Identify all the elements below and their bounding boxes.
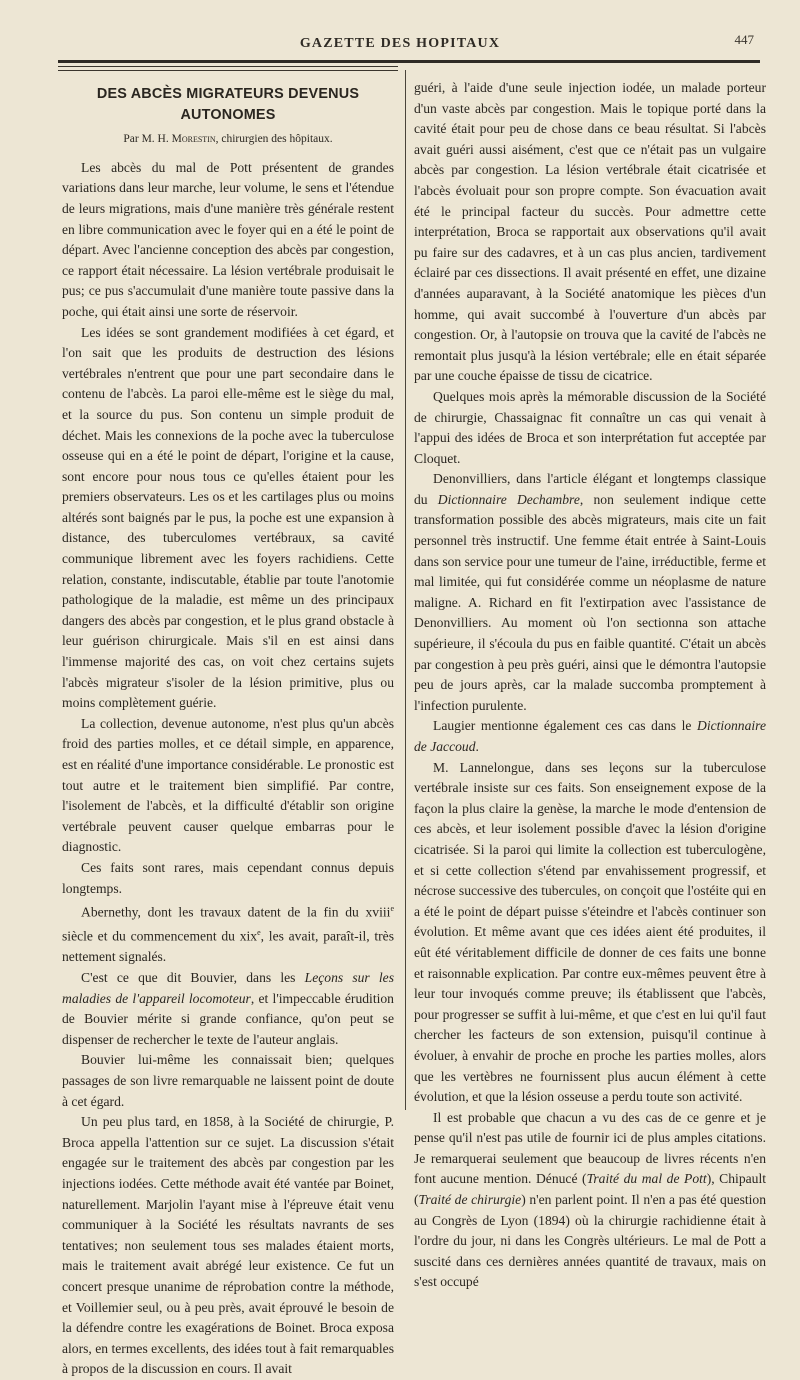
article-rule-top bbox=[58, 66, 398, 67]
right-column-body bbox=[414, 78, 766, 1293]
left-column bbox=[62, 84, 394, 1380]
author-name: Morestin bbox=[171, 133, 216, 146]
right-column bbox=[414, 78, 766, 1293]
italic-citation: Dictionnaire Dechambre bbox=[437, 491, 580, 507]
article-title: DES ABCÈS MIGRATEURS DEVENUS AUTONOMES bbox=[96, 86, 360, 123]
column-divider bbox=[405, 70, 406, 1110]
italic-citation: Leçons sur les maladies de l'appareil locomoteur bbox=[62, 970, 394, 1006]
paragraph: La collection, devenue autonome, n'est plus qu'un abcès froid des parties molles, et ce détail simple, en apparence, est en réalité d'une importance considérable. Le pronostic est tout autre et le traitement bien simplifié. Par contre, l'isolement de l'abcès, et la difficulté d'établir son origine vertébrale peuvent causer quelque embarras pour le diagnostic. bbox=[62, 715, 394, 855]
left-column-body bbox=[62, 158, 394, 1380]
page-number: 447 bbox=[734, 32, 754, 47]
paragraph: Ces faits sont rares, mais cependant connus depuis longtemps. bbox=[62, 859, 394, 896]
article-byline bbox=[62, 129, 394, 150]
paragraph: Les idées se sont grandement modifiées à cet égard, et l'on sait que les produits de destruction des lésions vertébrales n'entrent que pour une part secondaire dans le contenu de l'abcès. La paroi elle-même est le siège du mal, et la source du pus. Son contenu un simple produit de déchet. Mais les connexions de la poche avec la tuberculose osseuse qui en a été le point de départ, l'origine et la cause, sont encore pour nous tous ce qu'elles étaient pour les premiers observateurs. Les os et les cartilages plus ou moins altérés sont baignés par le pus, la poche est une expansion à distance, des tuberculomes vertébraux, sa cavité communique librement avec les foyers rachidiens. Cette relation, constante, indiscutable, établie par toute l'anotomie pathologique de la maladie, est même un des principaux dangers des abcès par congestion, et le plus grand obstacle à leur guérison chirurgicale. Mais s'il en est ainsi dans l'immense majorité des cas, on voit chez certains sujets l'abcès migrateur s'isoler de la lésion primitive, plus ou moins complètement guérie. bbox=[62, 324, 394, 711]
paragraph: Bouvier lui-même les connaissait bien; quelques passages de son livre remarquable ne laissent point de doute à cet égard. bbox=[62, 1052, 394, 1109]
superscript: e bbox=[257, 928, 261, 938]
paragraph: guéri, à l'aide d'une seule injection iodée, un malade porteur d'un vaste abcès par congestion. Mais le topique porté dans la cavité était pour peu de chose dans ce beau résultat. Si l'abcès avait guéri aussi aisément, c'est que ce n'était pas un vulgaire abcès par congestion. La lésion vertébrale était cicatrisée et l'abcès évoluait pour son propre compte. Son évacuation avait été le principal facteur du succès. Pour admettre cette interprétation, Broca se rapportait aux observations qu'il avait pu faire sur des cadavres, et à un cas plus ancien, tardivement éclairé par ces dissections. Il avait présenté en effet, une dizaine d'années auparavant, à la Société anatomique les pièces d'un homme, qui avait succombé à l'ouverture d'un abcès par congestion. Or, à l'autopsie on trouva que la cavité de l'abcès ne remontait plus jusqu'à la lésion vertébrale; elle en était séparée par une couche épaisse de tissu de cicatrice. bbox=[414, 80, 766, 384]
journal-title: GAZETTE DES HOPITAUX bbox=[299, 36, 501, 51]
italic-citation: Traité de chirurgie bbox=[418, 1192, 522, 1208]
article-rule-bottom bbox=[58, 70, 398, 71]
paragraph: Les abcès du mal de Pott présentent de grandes variations dans leur marche, leur volume, le sens et l'étendue de leurs migrations, mais d'une manière très générale restent en libre communication avec le foyer qui en a été le point de départ. Avec l'ancienne conception des abcès par congestion, ce rapport était nécessaire. La lésion vertébrale produisait le pus; ce pus s'accumulait d'une manière toute passive dans la poche, qui était ainsi une sorte de réservoir. bbox=[62, 159, 394, 319]
paragraph: C'est ce que dit Bouvier, dans les Leçons sur les maladies de l'appareil locomoteur, et l'impeccable érudition de Bouvier mérite si grande confiance, qu'on peut se dispenser de rechercher le texte de l'auteur anglais. bbox=[62, 970, 394, 1047]
paragraph: Quelques mois après la mémorable discussion de la Société de chirurgie, Chassaignac fit connaître un cas qui venait à l'appui des idées de Broca et son interprétation fut acceptée par Cloquet. bbox=[414, 388, 766, 466]
italic-citation: Dictionnaire de Jaccoud bbox=[414, 718, 766, 754]
header-rule bbox=[58, 60, 760, 63]
paragraph: Denonvilliers, dans l'article élégant et longtemps classique du Dictionnaire Dechambre, non seulement indique cette transformation possible des abcès migrateurs, mais cite un fait personnel très instructif. Une femme était entrée à Saint-Louis dans son service pour une tumeur de l'aine, irréductible, ferme et mal limitée, qui fut considérée comme un néoplasme de nature maligne. A. Richard en fit l'extirpation avec l'assistance de Denonvilliers. Au moment où l'on sectionna son attache supérieure, il s'écoula du pus en faible quantité. C'était un abcès par congestion à peu près guéri, ainsi que le démontra l'autopsie peu de jours après, car la malade succomba promptement à l'infection purulente. bbox=[414, 471, 766, 713]
paragraph: Laugier mentionne également ces cas dans le Dictionnaire de Jaccoud. bbox=[414, 718, 766, 754]
paragraph: Abernethy, dont les travaux datent de la fin du xviii$^e$ siècle et du commencement du xix$^e$, les avait, paraît-il, très nettement signalés. bbox=[62, 904, 394, 965]
running-head bbox=[0, 32, 800, 56]
byline-suffix: , chirurgien des hôpitaux. bbox=[215, 133, 333, 146]
italic-citation: Traité du mal de Pott bbox=[586, 1171, 707, 1187]
paragraph: M. Lannelongue, dans ses leçons sur la tuberculose vertébrale insiste sur ces faits. Son enseignement expose de la façon la plus claire la genèse, la marche le mode d'entension de ces abcès, et leur isolement possible d'avec la lésion d'origine cicatrisée. Si la paroi qui limite la collection est tuberculogène, et si cette collection s'étend par envahissement progressif, et nécrose successive des tubercules, on conçoit que l'ostéite qui en a été le point de départ puisse s'éteindre et l'abcès continuer son évolution. Et même avant que ces idées aient été produites, il eût été véritablement difficile de donner de ces faits une bonne et raisonnable explication. Par contre eux-mêmes peuvent être à leur tour invoqués comme preuve; ils établissent que l'abcès, pour progresser se suffit à lui-même, et que c'est en lui qu'il faut chercher les facteurs de son extension, puisqu'il continue à évoluer, à envahir de proche en proche les parties molles, alors que les vertèbres ne fournissent plus aucun élément à cette évolution, et que la lésion osseuse a perdu toute son activité. bbox=[414, 759, 766, 1105]
paragraph: Il est probable que chacun a vu des cas de ce genre et je pense qu'il n'est pas utile de fournir ici de plus amples citations. Je remarquerai seulement que beaucoup de livres récents n'en font aucune mention. Dénucé (Traité du mal de Pott), Chipault (Traité de chirurgie) n'en parlent point. Il n'en a pas été question au Congrès de Lyon (1894) où la chirurgie rachidienne était à l'ordre du jour, ni dans les Congrès ultérieurs. Le mal de Pott a suscité dans ces dernières années quantité de travaux, mais on s'est occupé bbox=[414, 1109, 767, 1290]
paragraph: Un peu plus tard, en 1858, à la Société de chirurgie, P. Broca appella l'attention sur ce sujet. La discussion s'était engagée sur le traitement des abcès par congestion par les injections iodées. Cette méthode avait été vantée par Boinet, naturellement. Marjolin l'ayant mise à l'épreuve était venu communiquer à la Société les résultats navrants de ses tentatives; non seulement tous ses malades étaient morts, mais le traitement avait abrégé leur existence. Ce fut un concert presque unanime de réprobation contre la méthode, et Voillemier seul, ou à peu près, avait éprouvé le besoin de la défendre contre les exagérations de Boinet. Broca exposa alors, en termes excellents, des idées tout à fait remarquables à propos de la discussion en cours. Il avait bbox=[62, 1114, 394, 1377]
superscript: e bbox=[390, 904, 394, 914]
byline-prefix: Par M. H. bbox=[123, 133, 169, 146]
